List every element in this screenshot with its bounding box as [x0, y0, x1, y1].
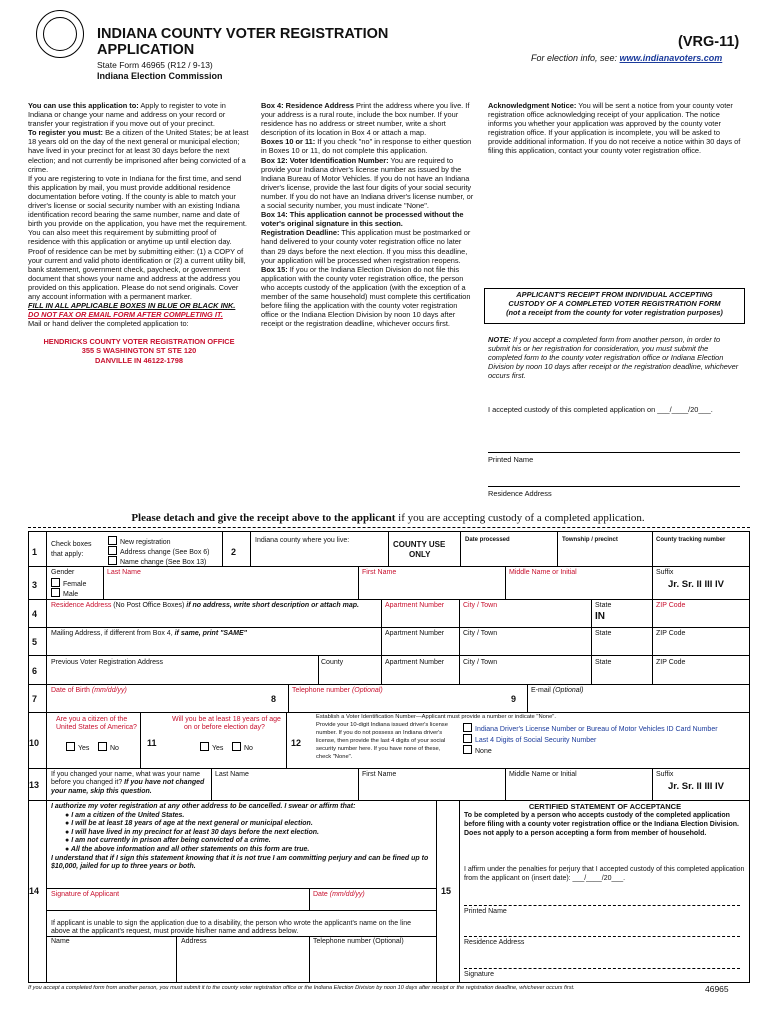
- previous-city-field[interactable]: City / Town: [463, 659, 498, 666]
- certifier-printed-name-line[interactable]: [464, 905, 740, 906]
- new-registration-option[interactable]: New registration: [108, 536, 171, 547]
- commission-name: Indiana Election Commission: [97, 71, 223, 81]
- certifier-signature-label: Signature: [464, 971, 494, 978]
- township-label: Township / precinct: [562, 537, 618, 543]
- instruction-paragraph: To register you must: Be a citizen of the United States; be at least 18 years old on the day of the next general or municipal election; have lived in your precinct for at least 30 days before the next election; and not currently be imprisoned after being convicted of a crime.: [28, 128, 249, 174]
- row-number: 10: [29, 738, 40, 748]
- previous-zip-field[interactable]: ZIP Code: [656, 659, 686, 666]
- checkbox[interactable]: [66, 742, 75, 751]
- instruction-paragraph: Box 12: Voter Identification Number: You are required to provide your Indiana driver's license number as issued by the Indiana Bureau of Motor Vehicles. If you do not have an Indiana driver's license, provide the last four digits of your social security number. If you do not have an Indiana driver's license number, or a social security number, you must indicate "None".: [261, 155, 474, 211]
- check-boxes-label: Check boxes: [51, 541, 92, 548]
- instruction-paragraph: Box 14: This application cannot be processed without the voter's original signature in this section.: [261, 210, 464, 229]
- that-apply-label: that apply:: [51, 551, 84, 558]
- previous-middle-name-field[interactable]: Middle Name or Initial: [509, 771, 577, 778]
- apartment-field[interactable]: Apartment Number: [385, 602, 445, 609]
- row-number: 3: [32, 580, 38, 590]
- citizen-question-line1: Are you a citizen of the: [56, 716, 128, 723]
- age-question-line1: Will you be at least 18 years of age: [172, 716, 281, 723]
- receipt-address-line[interactable]: [488, 486, 740, 487]
- row-number: 6: [32, 666, 38, 676]
- checkbox[interactable]: [463, 723, 472, 732]
- election-info-link[interactable]: www.indianavoters.com: [619, 53, 723, 63]
- receipt-printed-name-label: Printed Name: [488, 455, 534, 464]
- receipt-title: APPLICANT'S RECEIPT FROM INDIVIDUAL ACCEPTING CUSTODY OF A COMPLETED VOTER REGISTRATION FORM (not a receipt from the county for voter registration purposes): [506, 290, 723, 318]
- female-option[interactable]: Female: [51, 578, 86, 589]
- drivers-license-option[interactable]: Indiana Driver's License Number or Bureau of Motor Vehicles ID Card Number: [463, 723, 718, 734]
- sworn-item: ● I am not currently in prison after being convicted of a crime.: [65, 837, 271, 845]
- state-value[interactable]: IN: [595, 611, 605, 622]
- mail-to: Mail or hand deliver the completed application to:: [28, 319, 189, 329]
- sworn-item: ● I will have lived in my precinct for at least 30 days before the next election.: [65, 828, 319, 836]
- residence-address-field[interactable]: Residence Address (No Post Office Boxes) if no address, write short description or attach map.: [51, 602, 359, 609]
- mailing-address-field[interactable]: Mailing Address, if different from Box 4, if same, print "SAME": [51, 630, 247, 637]
- certifier-address-label: Residence Address: [464, 939, 525, 946]
- checkbox[interactable]: [51, 578, 60, 587]
- previous-address-field[interactable]: Previous Voter Registration Address: [51, 659, 164, 666]
- previous-first-name-field[interactable]: First Name: [362, 771, 397, 778]
- none-option[interactable]: None: [463, 745, 492, 756]
- certifier-printed-name-label: Printed Name: [464, 908, 507, 915]
- office-line3: DANVILLE IN 46122-1798: [95, 355, 183, 365]
- row-number: 12: [291, 738, 302, 748]
- date-processed-label: Date processed: [465, 537, 510, 543]
- receipt-printed-name-line[interactable]: [488, 452, 740, 453]
- checkbox[interactable]: [98, 742, 107, 751]
- checkbox[interactable]: [463, 734, 472, 743]
- checkbox[interactable]: [463, 745, 472, 754]
- checkbox[interactable]: [200, 742, 209, 751]
- date-of-birth-field[interactable]: Date of Birth (mm/dd/yy): [51, 687, 127, 694]
- previous-suffix-label: Suffix: [656, 771, 674, 778]
- previous-last-name-field[interactable]: Last Name: [215, 771, 249, 778]
- assistant-phone-field[interactable]: Telephone number (Optional): [313, 938, 404, 945]
- sworn-item: ● I am a citizen of the United States.: [65, 811, 185, 819]
- mailing-zip-field[interactable]: ZIP Code: [656, 630, 686, 637]
- age-no-option[interactable]: No: [232, 742, 253, 753]
- instructions-column-2: [261, 101, 475, 328]
- perjury-statement: I understand that if I sign this statement knowing that it is not true I am committing perjury and can be fined up to $10,000, jailed for up to three years or both.: [51, 854, 429, 871]
- checkbox[interactable]: [232, 742, 241, 751]
- suffix-label: Suffix: [656, 569, 674, 576]
- instruction-paragraph: If you are registering to vote in Indiana for the first time, and send this application by mail, you must provide additional residence documentation before voting. If the county is able to match your driver's license or social security number with an existing Indiana identification record bearing the same number, name and date of birth you provide on the application, you have met the requirement. You can also meet this requirement by submitting proof of residence with this application or anytime up until election day. Proof of residence can be met by submitting either: (1) a COPY of your current and valid photo identification or (2) a current utility bill, bank statement, government check, paycheck, or government document that shows your name and address at the address you provided on this application. Please do not send originals. Cover any account information with a permanent marker.: [28, 173, 247, 301]
- voter-id-instructions: Provide your 10-digit Indiana issued driver's license number. If you do not possess an Indiana driver's license, then provide the last 4 digits of your social security number here. If you have none of these, check "None".: [316, 722, 448, 760]
- previous-county-field[interactable]: County: [321, 659, 344, 666]
- city-field[interactable]: City / Town: [463, 602, 498, 609]
- assistant-name-field[interactable]: Name: [51, 938, 70, 945]
- mailing-state-field[interactable]: State: [595, 630, 612, 637]
- instruction-paragraph: Box 15: If you or the Indiana Election Division do not file this application with the county voter registration office, the person who accepts custody of the application (with the exception of a member of the same household) must complete this certification before filing the application with the county voter registration office or the Indiana Election Division by noon 10 days after receipt or the registration deadline, whichever occurs first.: [261, 264, 471, 329]
- voter-id-heading: Establish a Voter Identification Number—Applicant must provide a number or indicate "None".: [316, 714, 556, 720]
- male-option[interactable]: Male: [51, 588, 78, 599]
- age-question-line2: on or before election day?: [184, 724, 265, 731]
- county-prompt[interactable]: Indiana county where you live:: [255, 537, 350, 544]
- form-title-line1: INDIANA COUNTY VOTER REGISTRATION: [97, 26, 389, 42]
- indiana-state-seal: [36, 10, 84, 58]
- detach-line: [28, 527, 750, 528]
- signature-date-field[interactable]: Date (mm/dd/yy): [313, 891, 365, 898]
- state-form-number: State Form 46965 (R12 / 9-13): [97, 60, 213, 70]
- checkbox[interactable]: [108, 556, 117, 565]
- row-number: 11: [147, 738, 157, 748]
- address-change-option[interactable]: Address change (See Box 6): [108, 546, 210, 557]
- election-info: For election info, see: www.indianavoters.com: [531, 53, 723, 63]
- zip-field[interactable]: ZIP Code: [656, 602, 686, 609]
- checkbox[interactable]: [108, 546, 117, 555]
- telephone-field[interactable]: Telephone number (Optional): [292, 687, 383, 694]
- row-number: 5: [32, 637, 38, 647]
- middle-name-field[interactable]: Middle Name or Initial: [509, 569, 577, 576]
- age-yes-option[interactable]: Yes: [200, 742, 223, 753]
- receipt-note: NOTE: If you accept a completed form from another person, in order to submit his or her registration for consideration, you must submit the completed form to the county voter registration office or Indiana Election Division by noon 10 days after receipt or the registration deadline, whichever occurs first.: [488, 335, 739, 381]
- checkbox[interactable]: [108, 536, 117, 545]
- row-number: 8: [271, 694, 277, 704]
- row-number: 13: [29, 780, 40, 790]
- certified-perjury-text[interactable]: I affirm under the penalties for perjury that I accepted custody of this completed application from the applicant on (insert date): ___/____/20___.: [464, 866, 745, 882]
- no-fax-note: DO NOT FAX OR EMAIL FORM AFTER COMPLETING IT.: [28, 310, 223, 320]
- sworn-item: ● I will be at least 18 years of age at the next general or municipal election.: [65, 820, 313, 828]
- row-number: 2: [231, 547, 237, 557]
- form-code: (VRG-11): [678, 34, 740, 50]
- previous-suffix-options[interactable]: Jr. Sr. II III IV: [668, 781, 724, 792]
- mailing-apartment-field[interactable]: Apartment Number: [385, 630, 445, 637]
- first-name-field[interactable]: First Name: [362, 569, 397, 576]
- certified-statement-title: CERTIFIED STATEMENT OF ACCEPTANCE: [528, 802, 682, 811]
- instruction-paragraph: You can use this application to: Apply to register to vote in Indiana or change your name and address on your record or transfer your registration if you move out of your precinct.: [28, 101, 226, 129]
- row-number: 14: [29, 886, 40, 896]
- row-number: 1: [32, 547, 38, 557]
- sworn-statement: I authorize my voter registration at any other address to be cancelled. I swear or affirm that: ● I am a citizen of the United States. ● I will be at least 18 years of age at the next general or municipal election. ● I will have lived in my precinct for at least 30 days before the next election. ● I am not currently in prison after being convicted of a crime. ● All the above information and all other statements on this form are true. I understand that if I sign this statement knowing that it is not true I am committing perjury and can be fined up to $10,000, jailed for up to three years or both.: [51, 803, 431, 872]
- certifier-address-line[interactable]: [464, 936, 740, 937]
- instruction-paragraph: Boxes 10 or 11: If you check "no" in response to either question in Boxes 10 or 11, do not complete this application.: [261, 137, 472, 156]
- email-field[interactable]: E-mail (Optional): [531, 687, 584, 694]
- applicant-signature-field[interactable]: Signature of Applicant: [51, 891, 120, 898]
- previous-state-field[interactable]: State: [595, 659, 612, 666]
- fill-note: FILL IN ALL APPLICABLE BOXES IN BLUE OR BLACK INK.: [28, 301, 236, 311]
- instruction-paragraph: Box 4: Residence Address Print the address where you live. If your address is a rural route, include the box number. If your residence has no address or street number, write a short description of its location in Box 4 or attach a map.: [261, 101, 470, 138]
- previous-name-question: If you changed your name, what was your name before you changed it? If you have not changed your name, skip this question.: [51, 771, 205, 795]
- row-number: 7: [32, 694, 38, 704]
- certified-statement-text: To be completed by a person who accepts custody of the completed application before filing with a county voter registration office or the Indiana Election Division. Does not apply to a person accepting a form from member of household.: [464, 812, 739, 837]
- county-tracking-label: County tracking number: [656, 537, 726, 543]
- detach-instruction: Please detach and give the receipt above to the applicant if you are accepting custody of a completed application.: [131, 512, 645, 524]
- state-label: State: [595, 602, 612, 609]
- citizen-question-line2: United States of America?: [56, 724, 137, 731]
- checkbox[interactable]: [51, 588, 60, 597]
- citizen-no-option[interactable]: No: [98, 742, 119, 753]
- citizen-yes-option[interactable]: Yes: [66, 742, 89, 753]
- receipt-address-label: Residence Address: [488, 489, 552, 498]
- ssn-option[interactable]: Last 4 Digits of Social Security Number: [463, 734, 596, 745]
- instructions-column-1: [28, 101, 250, 365]
- row-number: 4: [32, 609, 38, 619]
- office-line1: HENDRICKS COUNTY VOTER REGISTRATION OFFICE: [43, 337, 235, 347]
- suffix-options[interactable]: Jr. Sr. II III IV: [668, 579, 724, 590]
- county-use-label: COUNTY USE: [393, 540, 446, 549]
- county-use-only-label: ONLY: [409, 550, 431, 559]
- last-name-field[interactable]: Last Name: [107, 569, 141, 576]
- form-number: 46965: [705, 984, 729, 994]
- gender-label: Gender: [51, 569, 75, 576]
- office-line2: 355 S WASHINGTON ST STE 120: [81, 346, 197, 356]
- sworn-item: ● All the above information and all other statements on this form are true.: [65, 845, 310, 853]
- assistant-address-field[interactable]: Address: [181, 938, 207, 945]
- acknowledgment-notice: Acknowledgment Notice: You will be sent a notice from your county voter registration office acknowledging receipt of your application. The notice informs you whether your application was approved by the county voter registration office. If your application is incomplete, you will be asked to provide additional information. If you do not receive a notice within 30 days of filing this application, contact your county voter registration office.: [488, 101, 741, 156]
- previous-apartment-field[interactable]: Apartment Number: [385, 659, 445, 666]
- mailing-city-field[interactable]: City / Town: [463, 630, 498, 637]
- certifier-signature-line[interactable]: [464, 968, 740, 969]
- footer-note: If you accept a completed form from another person, you must submit it to the county voter registration office or the Indiana Election Division by noon 10 days after receipt or the registration deadline, whichever occurs first.: [28, 985, 575, 991]
- receipt-accepted-date[interactable]: I accepted custody of this completed application on ___/____/20___.: [488, 405, 713, 414]
- name-change-option[interactable]: Name change (See Box 13): [108, 556, 206, 567]
- form-title-line2: APPLICATION: [97, 42, 195, 58]
- instruction-paragraph: Registration Deadline: This application must be postmarked or hand delivered to your county voter registration office no later than 29 days before the next election. If you miss this deadline, your application will be processed when registration reopens.: [261, 228, 471, 265]
- row-number: 15: [441, 886, 452, 896]
- row-number: 9: [511, 694, 517, 704]
- disability-note: If applicant is unable to sign the application due to a disability, the person who wrote the applicant's name on the line above at the applicant's request, must provide his/her name and address below.: [51, 920, 411, 936]
